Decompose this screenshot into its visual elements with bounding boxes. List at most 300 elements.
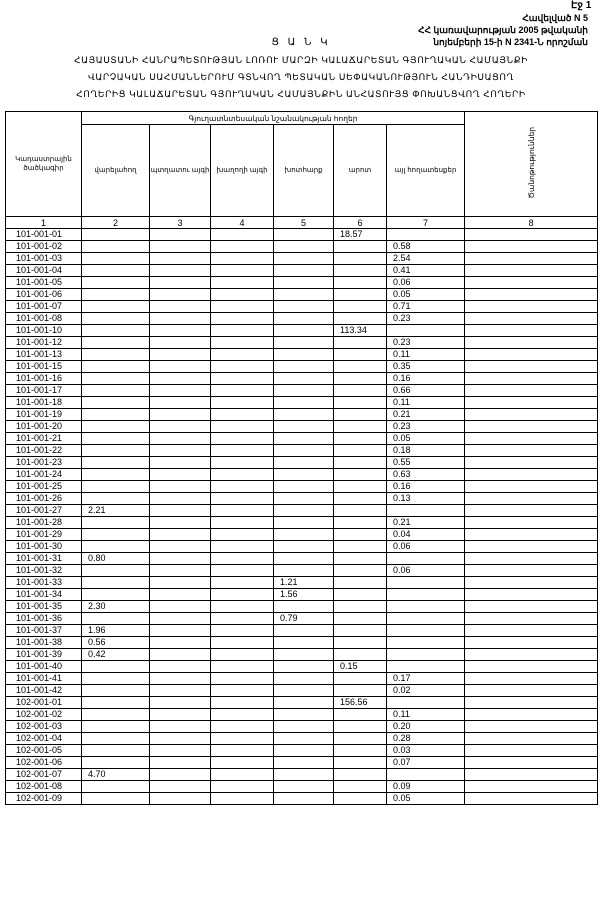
notes-cell [465, 553, 598, 565]
vineyard-cell [211, 229, 274, 241]
notes-cell [465, 253, 598, 265]
hayfield-cell [274, 757, 334, 769]
table-row [6, 613, 598, 625]
pasture-cell [334, 649, 387, 661]
vineyard-cell [211, 697, 274, 709]
notes-cell [465, 313, 598, 325]
vineyard-cell [211, 685, 274, 697]
notes-cell [465, 625, 598, 637]
vineyard-cell [211, 541, 274, 553]
arable-land-cell [82, 757, 150, 769]
notes-cell [465, 637, 598, 649]
table-row [6, 745, 598, 757]
arable-land-cell: 2.21 [82, 505, 150, 517]
orchard-cell [150, 241, 211, 253]
cadastral-code-cell: 101-001-30 [6, 541, 82, 553]
pasture-cell [334, 613, 387, 625]
table-row [6, 421, 598, 433]
other-land-cell: 0.71 [387, 301, 465, 313]
vineyard-cell [211, 265, 274, 277]
pasture-cell [334, 733, 387, 745]
hayfield-cell [274, 325, 334, 337]
notes-cell [465, 721, 598, 733]
other-land-cell [387, 505, 465, 517]
pasture-cell [334, 493, 387, 505]
cadastral-code-cell: 101-001-23 [6, 457, 82, 469]
orchard-cell [150, 769, 211, 781]
pasture-cell [334, 685, 387, 697]
table-row [6, 625, 598, 637]
table-row [6, 385, 598, 397]
notes-cell [465, 793, 598, 805]
column-number: 2 [82, 217, 150, 229]
hayfield-cell [274, 349, 334, 361]
other-land-cell: 0.06 [387, 541, 465, 553]
orchard-cell [150, 397, 211, 409]
table-row [6, 697, 598, 709]
table-row [6, 349, 598, 361]
orchard-cell [150, 553, 211, 565]
cadastral-code-cell: 101-001-42 [6, 685, 82, 697]
column-number: 4 [211, 217, 274, 229]
cadastral-code-cell: 101-001-31 [6, 553, 82, 565]
arable-land-cell [82, 445, 150, 457]
notes-cell [465, 613, 598, 625]
arable-land-cell [82, 697, 150, 709]
pasture-cell [334, 373, 387, 385]
notes-cell [465, 409, 598, 421]
column-number: 8 [465, 217, 598, 229]
other-land-cell: 0.13 [387, 493, 465, 505]
other-land-cell [387, 769, 465, 781]
table-row [6, 541, 598, 553]
arable-land-cell [82, 709, 150, 721]
orchard-cell [150, 445, 211, 457]
vineyard-cell [211, 421, 274, 433]
pasture-cell [334, 793, 387, 805]
orchard-cell [150, 613, 211, 625]
orchard-cell [150, 733, 211, 745]
cadastral-code-cell: 101-001-15 [6, 361, 82, 373]
table-row [6, 553, 598, 565]
orchard-cell [150, 721, 211, 733]
notes-cell [465, 433, 598, 445]
hayfield-cell [274, 361, 334, 373]
other-land-cell: 0.55 [387, 457, 465, 469]
pasture-cell [334, 409, 387, 421]
notes-cell [465, 601, 598, 613]
arable-land-cell [82, 529, 150, 541]
vineyard-cell [211, 361, 274, 373]
hayfield-cell [274, 493, 334, 505]
other-land-cell [387, 601, 465, 613]
hayfield-cell [274, 421, 334, 433]
vineyard-cell [211, 313, 274, 325]
notes-cell [465, 505, 598, 517]
notes-cell [465, 481, 598, 493]
vineyard-cell [211, 409, 274, 421]
orchard-cell [150, 709, 211, 721]
table-row [6, 517, 598, 529]
arable-land-cell [82, 685, 150, 697]
vineyard-header: խաղողի այգի [211, 125, 274, 217]
cadastral-code-cell: 101-001-39 [6, 649, 82, 661]
table-row [6, 757, 598, 769]
cadastral-code-cell: 101-001-38 [6, 637, 82, 649]
vineyard-cell [211, 721, 274, 733]
arable-land-cell [82, 385, 150, 397]
cadastral-code-cell: 101-001-20 [6, 421, 82, 433]
table-row [6, 529, 598, 541]
other-land-header: այլ հողատեսքեր [387, 125, 465, 217]
pasture-cell [334, 637, 387, 649]
notes-cell [465, 361, 598, 373]
cadastral-code-cell: 101-001-18 [6, 397, 82, 409]
hayfield-cell: 1.21 [274, 577, 334, 589]
vineyard-cell [211, 649, 274, 661]
pasture-cell [334, 277, 387, 289]
other-land-cell: 0.04 [387, 529, 465, 541]
pasture-cell: 156.56 [334, 697, 387, 709]
vineyard-cell [211, 745, 274, 757]
land-table [5, 111, 598, 805]
pasture-cell [334, 481, 387, 493]
vineyard-cell [211, 337, 274, 349]
vineyard-cell [211, 637, 274, 649]
arable-land-cell [82, 349, 150, 361]
arable-land-cell [82, 721, 150, 733]
other-land-cell [387, 577, 465, 589]
orchard-cell [150, 301, 211, 313]
hayfield-cell [274, 601, 334, 613]
cadastral-code-cell: 101-001-10 [6, 325, 82, 337]
pasture-cell [334, 517, 387, 529]
notes-cell [465, 337, 598, 349]
table-row [6, 409, 598, 421]
notes-cell [465, 685, 598, 697]
hayfield-cell [274, 373, 334, 385]
arable-land-cell: 0.80 [82, 553, 150, 565]
pasture-cell [334, 553, 387, 565]
hayfield-cell [274, 433, 334, 445]
pasture-cell [334, 457, 387, 469]
vineyard-cell [211, 433, 274, 445]
notes-cell [465, 661, 598, 673]
cadastral-code-cell: 101-001-40 [6, 661, 82, 673]
table-row [6, 733, 598, 745]
subtitle-line: ՀՈՂԵՐԻՑ ԿԱԼԱՃԱՐԵՏԱՆ ԳՅՈՒՂԱԿԱՆ ՀԱՄԱՅՆՔԻՆ ԱՆՀԱՏՈՒՅՑ ՓՈԽԱՆՑՎՈՂ ՀՈՂԵՐԻ [76, 89, 526, 99]
vineyard-cell [211, 781, 274, 793]
vineyard-cell [211, 769, 274, 781]
arable-land-cell [82, 229, 150, 241]
arable-land-cell [82, 409, 150, 421]
arable-land-cell [82, 337, 150, 349]
vineyard-cell [211, 577, 274, 589]
table-row [6, 337, 598, 349]
table-row [6, 493, 598, 505]
orchard-cell [150, 577, 211, 589]
arable-land-cell [82, 301, 150, 313]
column-number: 1 [6, 217, 82, 229]
arable-land-cell [82, 253, 150, 265]
orchard-cell [150, 673, 211, 685]
vineyard-cell [211, 529, 274, 541]
hayfield-cell [274, 469, 334, 481]
arable-land-cell [82, 373, 150, 385]
vineyard-cell [211, 241, 274, 253]
arable-land-cell [82, 469, 150, 481]
pasture-cell [334, 241, 387, 253]
orchard-cell [150, 505, 211, 517]
arable-land-cell [82, 661, 150, 673]
cadastral-code-cell: 102-001-01 [6, 697, 82, 709]
cadastral-code-cell: 101-001-06 [6, 289, 82, 301]
other-land-cell: 0.20 [387, 721, 465, 733]
cadastral-code-cell: 101-001-12 [6, 337, 82, 349]
cadastral-code-cell: 102-001-04 [6, 733, 82, 745]
arable-land-cell [82, 733, 150, 745]
other-land-cell: 0.21 [387, 409, 465, 421]
orchard-cell [150, 433, 211, 445]
hayfield-cell [274, 241, 334, 253]
other-land-cell: 0.23 [387, 313, 465, 325]
notes-cell [465, 349, 598, 361]
orchard-cell [150, 493, 211, 505]
other-land-cell: 0.28 [387, 733, 465, 745]
table-row [6, 601, 598, 613]
column-number: 5 [274, 217, 334, 229]
hayfield-cell: 1.56 [274, 589, 334, 601]
vineyard-cell [211, 349, 274, 361]
hayfield-cell [274, 745, 334, 757]
pasture-cell [334, 709, 387, 721]
orchard-cell [150, 517, 211, 529]
table-row [6, 793, 598, 805]
other-land-cell: 0.07 [387, 757, 465, 769]
table-row [6, 709, 598, 721]
cadastral-code-cell: 101-001-34 [6, 589, 82, 601]
other-land-cell [387, 589, 465, 601]
arable-land-cell [82, 325, 150, 337]
table-row [6, 325, 598, 337]
notes-cell [465, 457, 598, 469]
cadastral-code-cell: 102-001-09 [6, 793, 82, 805]
notes-cell [465, 469, 598, 481]
other-land-cell [387, 325, 465, 337]
other-land-cell: 0.41 [387, 265, 465, 277]
vineyard-cell [211, 445, 274, 457]
notes-cell [465, 529, 598, 541]
pasture-cell [334, 529, 387, 541]
other-land-cell: 0.05 [387, 793, 465, 805]
table-row [6, 661, 598, 673]
orchard-cell [150, 457, 211, 469]
pasture-cell [334, 745, 387, 757]
vineyard-cell [211, 601, 274, 613]
arable-land-cell [82, 745, 150, 757]
cadastral-code-cell: 102-001-08 [6, 781, 82, 793]
notes-cell [465, 241, 598, 253]
vineyard-cell [211, 553, 274, 565]
table-row [6, 577, 598, 589]
other-land-cell: 0.11 [387, 349, 465, 361]
vineyard-cell [211, 709, 274, 721]
other-land-cell: 0.23 [387, 337, 465, 349]
vineyard-cell [211, 397, 274, 409]
other-land-cell: 0.18 [387, 445, 465, 457]
cadastral-code-header: Կադաստրային ծածկագիր [6, 112, 82, 217]
other-land-cell: 0.05 [387, 433, 465, 445]
pasture-cell: 0.15 [334, 661, 387, 673]
arable-land-cell: 1.96 [82, 625, 150, 637]
pasture-cell [334, 349, 387, 361]
hayfield-cell [274, 337, 334, 349]
pasture-cell: 18.57 [334, 229, 387, 241]
arable-land-cell [82, 493, 150, 505]
arable-land-cell: 0.56 [82, 637, 150, 649]
other-land-cell [387, 661, 465, 673]
table-row [6, 589, 598, 601]
orchard-cell [150, 697, 211, 709]
notes-cell [465, 541, 598, 553]
cadastral-code-cell: 101-001-33 [6, 577, 82, 589]
pasture-cell [334, 289, 387, 301]
table-row [6, 433, 598, 445]
hayfield-cell: 0.79 [274, 613, 334, 625]
table-row [6, 445, 598, 457]
vineyard-cell [211, 673, 274, 685]
vineyard-cell [211, 325, 274, 337]
pasture-cell: 113.34 [334, 325, 387, 337]
vineyard-cell [211, 481, 274, 493]
hayfield-cell [274, 397, 334, 409]
pasture-cell [334, 385, 387, 397]
notes-cell [465, 649, 598, 661]
notes-cell [465, 745, 598, 757]
orchard-cell [150, 385, 211, 397]
orchard-cell [150, 565, 211, 577]
hayfield-cell [274, 481, 334, 493]
hayfield-cell [274, 685, 334, 697]
hayfield-cell [274, 301, 334, 313]
pasture-cell [334, 601, 387, 613]
cadastral-code-cell: 101-001-17 [6, 385, 82, 397]
notes-cell [465, 493, 598, 505]
notes-cell [465, 577, 598, 589]
table-row [6, 229, 598, 241]
notes-cell [465, 325, 598, 337]
pasture-cell [334, 721, 387, 733]
hayfield-cell [274, 649, 334, 661]
hayfield-cell [274, 517, 334, 529]
table-row [6, 253, 598, 265]
cadastral-code-cell: 101-001-22 [6, 445, 82, 457]
notes-cell [465, 373, 598, 385]
hayfield-cell [274, 769, 334, 781]
hayfield-cell [274, 289, 334, 301]
orchard-cell [150, 637, 211, 649]
cadastral-code-cell: 101-001-41 [6, 673, 82, 685]
orchard-cell [150, 541, 211, 553]
orchard-cell [150, 793, 211, 805]
cadastral-code-cell: 101-001-05 [6, 277, 82, 289]
cadastral-code-cell: 101-001-08 [6, 313, 82, 325]
other-land-cell [387, 553, 465, 565]
orchard-cell [150, 757, 211, 769]
arable-land-cell [82, 421, 150, 433]
hayfield-cell [274, 505, 334, 517]
hayfield-cell [274, 661, 334, 673]
table-row [6, 457, 598, 469]
vineyard-cell [211, 661, 274, 673]
orchard-cell [150, 625, 211, 637]
pasture-header: արոտ [334, 125, 387, 217]
other-land-cell: 0.35 [387, 361, 465, 373]
hayfield-cell [274, 385, 334, 397]
table-row [6, 481, 598, 493]
table-row [6, 781, 598, 793]
arable-land-cell [82, 589, 150, 601]
orchard-cell [150, 229, 211, 241]
arable-land-header: վարելահող [82, 125, 150, 217]
pasture-cell [334, 301, 387, 313]
other-land-cell [387, 229, 465, 241]
table-row [6, 241, 598, 253]
vineyard-cell [211, 373, 274, 385]
pasture-cell [334, 445, 387, 457]
annex-line: Հավելված N 5 [522, 13, 588, 23]
other-land-cell: 2.54 [387, 253, 465, 265]
orchard-cell [150, 661, 211, 673]
table-row [6, 277, 598, 289]
orchard-cell [150, 277, 211, 289]
vineyard-cell [211, 277, 274, 289]
other-land-cell: 0.23 [387, 421, 465, 433]
hayfield-cell [274, 445, 334, 457]
orchard-cell [150, 325, 211, 337]
cadastral-code-cell: 101-001-35 [6, 601, 82, 613]
pasture-cell [334, 421, 387, 433]
table-row [6, 769, 598, 781]
cadastral-code-cell: 102-001-03 [6, 721, 82, 733]
orchard-cell [150, 589, 211, 601]
other-land-cell [387, 637, 465, 649]
hayfield-cell [274, 265, 334, 277]
arable-land-cell [82, 265, 150, 277]
arable-land-cell: 4.70 [82, 769, 150, 781]
cadastral-code-cell: 101-001-19 [6, 409, 82, 421]
orchard-cell [150, 745, 211, 757]
cadastral-code-cell: 101-001-21 [6, 433, 82, 445]
vineyard-cell [211, 757, 274, 769]
hayfield-cell [274, 409, 334, 421]
notes-cell [465, 733, 598, 745]
cadastral-code-cell: 101-001-13 [6, 349, 82, 361]
other-land-cell: 0.63 [387, 469, 465, 481]
pasture-cell [334, 769, 387, 781]
notes-cell [465, 445, 598, 457]
pasture-cell [334, 541, 387, 553]
hayfield-cell [274, 697, 334, 709]
arable-land-cell: 2.30 [82, 601, 150, 613]
page-number: Էջ 1 [571, 0, 592, 11]
other-land-cell: 0.03 [387, 745, 465, 757]
arable-land-cell [82, 277, 150, 289]
other-land-cell: 0.16 [387, 373, 465, 385]
orchard-cell [150, 685, 211, 697]
arable-land-cell [82, 793, 150, 805]
hayfield-cell [274, 277, 334, 289]
